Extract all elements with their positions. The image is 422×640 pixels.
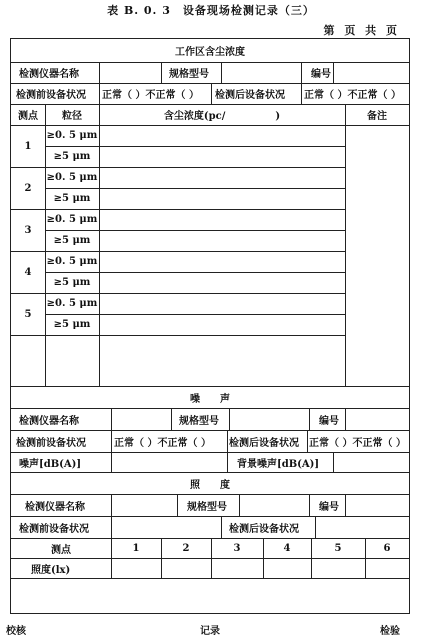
dust-model-label: 规格型号 bbox=[169, 69, 209, 80]
noise-pre-status-label: 检测前设备状况 bbox=[16, 437, 86, 449]
rule bbox=[111, 494, 112, 516]
size-label: ≥5 μm bbox=[53, 151, 91, 162]
dust-point-4: 4 bbox=[24, 266, 32, 278]
rule bbox=[221, 62, 222, 83]
illum-post-status-label: 检测后设备状况 bbox=[229, 523, 299, 535]
size-label: ≥0. 5 μm bbox=[46, 214, 98, 225]
rule bbox=[11, 558, 409, 559]
rule bbox=[11, 578, 409, 579]
dust-post-status-options: 正常（ ）不正常（ ） bbox=[304, 90, 401, 101]
illum-point-number: 1 bbox=[132, 542, 140, 554]
background-noise-label: 背景噪声[dB(A)] bbox=[237, 458, 320, 470]
dust-pre-status-options: 正常（ ）不正常（ ） bbox=[102, 90, 199, 101]
dust-point-2: 2 bbox=[24, 182, 32, 194]
size-label: ≥5 μm bbox=[53, 193, 91, 204]
rule bbox=[309, 408, 310, 430]
illum-pre-status-label: 检测前设备状况 bbox=[19, 523, 89, 535]
rule bbox=[309, 494, 310, 516]
size-label: ≥0. 5 μm bbox=[46, 256, 98, 267]
illum-point-label: 测点 bbox=[51, 544, 71, 556]
lux-label: 照度(lx) bbox=[31, 564, 71, 576]
size-label: ≥0. 5 μm bbox=[46, 298, 98, 309]
rule bbox=[161, 62, 162, 83]
size-label: ≥5 μm bbox=[53, 319, 91, 330]
rule bbox=[111, 430, 112, 452]
rule bbox=[227, 452, 228, 472]
rule bbox=[111, 452, 112, 472]
rule bbox=[111, 516, 112, 538]
rule bbox=[177, 494, 178, 516]
col-point-header: 测点 bbox=[18, 111, 38, 122]
form-title: 表 B. 0. 3 设备现场检测记录（三） bbox=[107, 4, 315, 17]
rule bbox=[333, 452, 334, 472]
rule bbox=[229, 408, 230, 430]
page-info: 第 页 共 页 bbox=[323, 24, 400, 37]
footer-inspect: 检验 bbox=[380, 626, 400, 637]
dust-point-1: 1 bbox=[24, 140, 32, 152]
illum-point-number: 3 bbox=[233, 542, 241, 554]
dust-instrument-name-label: 检测仪器名称 bbox=[19, 69, 79, 80]
rule bbox=[221, 516, 222, 538]
footer-record: 记录 bbox=[200, 626, 220, 637]
dust-pre-status-label: 检测前设备状况 bbox=[16, 90, 86, 101]
size-label: ≥0. 5 μm bbox=[46, 130, 98, 141]
illum-point-number: 6 bbox=[383, 542, 391, 554]
illum-point-number: 5 bbox=[334, 542, 342, 554]
dust-number-label: 编号 bbox=[311, 69, 331, 80]
rule bbox=[11, 335, 345, 336]
noise-pre-status-options: 正常（ ）不正常（ ） bbox=[114, 437, 211, 449]
col-remark-header: 备注 bbox=[367, 111, 387, 122]
col-size-header: 粒径 bbox=[62, 111, 82, 122]
illum-point-number: 4 bbox=[283, 542, 291, 554]
rule bbox=[345, 104, 346, 386]
rule bbox=[301, 62, 302, 83]
size-label: ≥0. 5 μm bbox=[46, 172, 98, 183]
noise-number-label: 编号 bbox=[319, 415, 339, 427]
rule bbox=[307, 430, 308, 452]
size-label: ≥5 μm bbox=[53, 235, 91, 246]
dust-point-5: 5 bbox=[24, 308, 32, 320]
rule bbox=[99, 83, 100, 104]
illum-section-title: 照 度 bbox=[190, 479, 230, 491]
noise-post-status-options: 正常（ ）不正常（ ） bbox=[309, 437, 406, 449]
noise-level-label: 噪声[dB(A)] bbox=[19, 458, 82, 470]
rule bbox=[239, 494, 240, 516]
col-concentration-header: 含尘浓度(pc/ ) bbox=[163, 111, 281, 122]
dust-post-status-label: 检测后设备状况 bbox=[215, 90, 285, 101]
noise-section-title: 噪 声 bbox=[190, 393, 230, 405]
illum-instrument-name-label: 检测仪器名称 bbox=[25, 501, 85, 513]
rule bbox=[99, 62, 100, 83]
noise-instrument-name-label: 检测仪器名称 bbox=[19, 415, 79, 427]
illum-model-label: 规格型号 bbox=[187, 501, 227, 513]
noise-post-status-label: 检测后设备状况 bbox=[229, 437, 299, 449]
size-label: ≥5 μm bbox=[53, 277, 91, 288]
rule bbox=[345, 494, 346, 516]
dust-point-3: 3 bbox=[24, 224, 32, 236]
footer-check: 校核 bbox=[6, 626, 26, 637]
dust-section-title: 工作区含尘浓度 bbox=[175, 47, 245, 58]
record-form-table bbox=[10, 38, 410, 614]
rule bbox=[171, 408, 172, 430]
rule bbox=[301, 83, 302, 104]
rule bbox=[345, 408, 346, 430]
noise-model-label: 规格型号 bbox=[179, 415, 219, 427]
rule bbox=[227, 430, 228, 452]
illum-point-number: 2 bbox=[182, 542, 190, 554]
rule bbox=[315, 516, 316, 538]
rule bbox=[333, 62, 334, 83]
illum-number-label: 编号 bbox=[319, 501, 339, 513]
rule bbox=[111, 408, 112, 430]
rule bbox=[211, 83, 212, 104]
